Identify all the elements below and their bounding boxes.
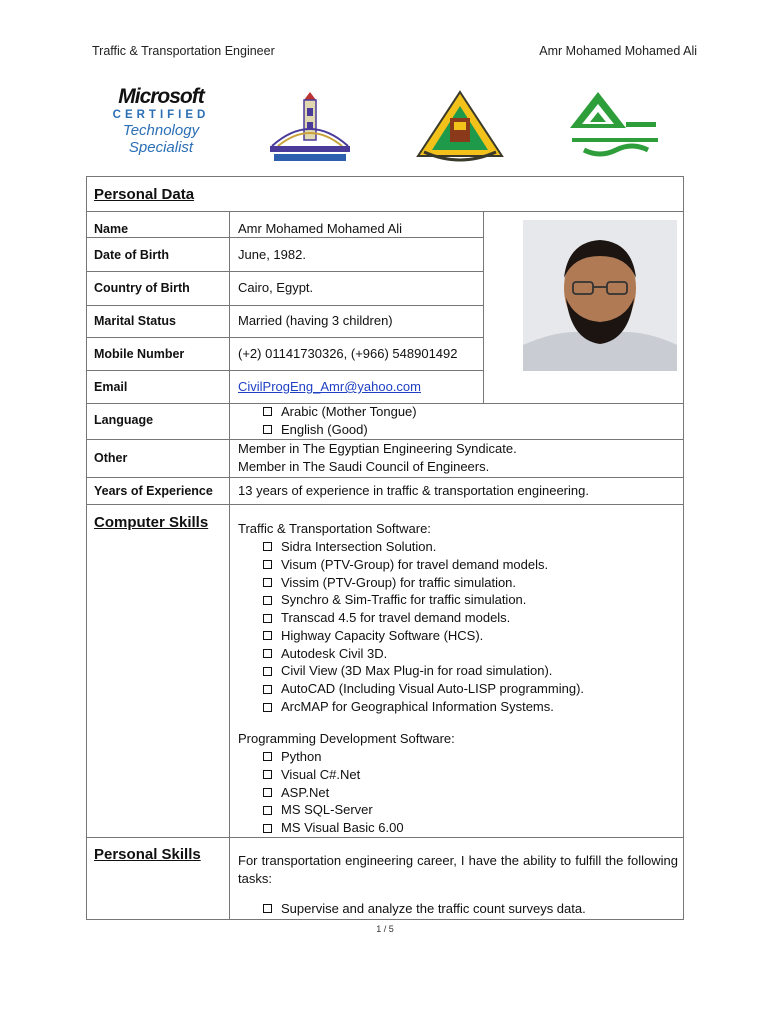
checkbox-bullet-icon bbox=[263, 770, 272, 779]
checkbox-bullet-icon bbox=[263, 631, 272, 640]
list-item: Civil View (3D Max Plug-in for road simulation). bbox=[263, 663, 584, 681]
checkbox-bullet-icon bbox=[263, 904, 272, 913]
mobile-label: Mobile Number bbox=[94, 347, 185, 361]
university-shield-logo bbox=[414, 88, 506, 164]
ms-logo-certified: CERTIFIED bbox=[112, 109, 210, 121]
ain-shams-university-logo bbox=[264, 88, 356, 164]
checkbox-bullet-icon bbox=[263, 703, 272, 712]
row-divider bbox=[87, 837, 683, 838]
checkbox-bullet-icon bbox=[263, 407, 272, 416]
checkbox-bullet-icon bbox=[263, 806, 272, 815]
language-list bbox=[263, 403, 417, 439]
name-label: Name bbox=[94, 222, 129, 236]
row-divider bbox=[87, 211, 683, 212]
row-divider bbox=[87, 271, 483, 272]
computer-skills-title: Computer Skills bbox=[94, 514, 209, 531]
personal-skills-title: Personal Skills bbox=[94, 846, 201, 863]
cv-table bbox=[86, 176, 684, 920]
checkbox-bullet-icon bbox=[263, 425, 272, 434]
list-item: ArcMAP for Geographical Information Systems. bbox=[263, 698, 584, 716]
email-label: Email bbox=[94, 380, 128, 394]
list-item: Autodesk Civil 3D. bbox=[263, 645, 584, 663]
checkbox-bullet-icon bbox=[263, 685, 272, 694]
checkbox-bullet-icon bbox=[263, 667, 272, 676]
traffic-software-list bbox=[263, 538, 584, 716]
microsoft-certified-logo bbox=[108, 86, 214, 156]
ms-logo-word: Microsoft bbox=[118, 85, 204, 108]
checkbox-bullet-icon bbox=[263, 752, 272, 761]
checkbox-bullet-icon bbox=[263, 542, 272, 551]
list-item: Supervise and analyze the traffic count surveys data. bbox=[263, 900, 586, 918]
list-item: Synchro & Sim-Traffic for traffic simulation. bbox=[263, 591, 584, 609]
checkbox-bullet-icon bbox=[263, 649, 272, 658]
checkbox-bullet-icon bbox=[263, 578, 272, 587]
header-title: Traffic & Transportation Engineer bbox=[92, 44, 275, 58]
dob-value: June, 1982. bbox=[238, 247, 306, 262]
list-item: Python bbox=[263, 748, 404, 766]
list-item: English (Good) bbox=[263, 421, 417, 439]
country-value: Cairo, Egypt. bbox=[238, 280, 314, 295]
experience-value: 13 years of experience in traffic & transportation engineering. bbox=[238, 483, 589, 498]
mobile-value: (+2) 01141730326, (+966) 548901492 bbox=[238, 346, 458, 361]
list-item: Visum (PTV-Group) for travel demand models. bbox=[263, 556, 584, 574]
checkbox-bullet-icon bbox=[263, 788, 272, 797]
checkbox-bullet-icon bbox=[263, 824, 272, 833]
list-item: Transcad 4.5 for travel demand models. bbox=[263, 609, 584, 627]
ms-logo-spec-1: Technology bbox=[122, 122, 200, 139]
dob-label: Date of Birth bbox=[94, 248, 169, 262]
programming-software-list bbox=[263, 748, 404, 837]
other-label: Other bbox=[94, 451, 128, 465]
ms-logo-spec-2: Specialist bbox=[128, 139, 194, 156]
other-line-1: Member in The Egyptian Engineering Syndicate. bbox=[238, 441, 517, 456]
column-divider bbox=[483, 211, 484, 403]
marital-label: Marital Status bbox=[94, 314, 176, 328]
language-label: Language bbox=[94, 413, 154, 427]
list-item: MS SQL-Server bbox=[263, 801, 404, 819]
programming-software-heading: Programming Development Software: bbox=[238, 731, 455, 746]
other-line-2: Member in The Saudi Council of Engineers. bbox=[238, 459, 490, 474]
list-item: Highway Capacity Software (HCS). bbox=[263, 627, 584, 645]
row-divider bbox=[87, 370, 483, 371]
traffic-software-heading: Traffic & Transportation Software: bbox=[238, 521, 431, 536]
list-item: AutoCAD (Including Visual Auto-LISP programming). bbox=[263, 680, 584, 698]
engineering-syndicate-logo bbox=[566, 88, 662, 164]
profile-photo bbox=[523, 220, 677, 371]
list-item: Sidra Intersection Solution. bbox=[263, 538, 584, 556]
marital-value: Married (having 3 children) bbox=[238, 313, 393, 328]
country-label: Country of Birth bbox=[94, 281, 190, 295]
email-link[interactable]: CivilProgEng_Amr@yahoo.com bbox=[238, 379, 421, 394]
page-number: 1 / 5 bbox=[376, 924, 394, 934]
checkbox-bullet-icon bbox=[263, 560, 272, 569]
checkbox-bullet-icon bbox=[263, 596, 272, 605]
list-item: Arabic (Mother Tongue) bbox=[263, 403, 417, 421]
list-item: Visual C#.Net bbox=[263, 766, 404, 784]
list-item: MS Visual Basic 6.00 bbox=[263, 819, 404, 837]
row-divider bbox=[87, 477, 683, 478]
header-name: Amr Mohamed Mohamed Ali bbox=[539, 44, 697, 58]
personal-skills-list bbox=[263, 900, 586, 918]
row-divider bbox=[87, 337, 483, 338]
column-divider bbox=[229, 211, 230, 920]
experience-label: Years of Experience bbox=[94, 484, 213, 498]
row-divider bbox=[87, 305, 483, 306]
personal-data-title: Personal Data bbox=[94, 186, 195, 203]
checkbox-bullet-icon bbox=[263, 614, 272, 623]
list-item: Vissim (PTV-Group) for traffic simulation. bbox=[263, 574, 584, 592]
name-value: Amr Mohamed Mohamed Ali bbox=[238, 221, 403, 236]
list-item: ASP.Net bbox=[263, 784, 404, 802]
row-divider bbox=[87, 504, 683, 505]
personal-skills-intro: For transportation engineering career, I have the ability to fulfill the following tasks: bbox=[238, 853, 678, 886]
